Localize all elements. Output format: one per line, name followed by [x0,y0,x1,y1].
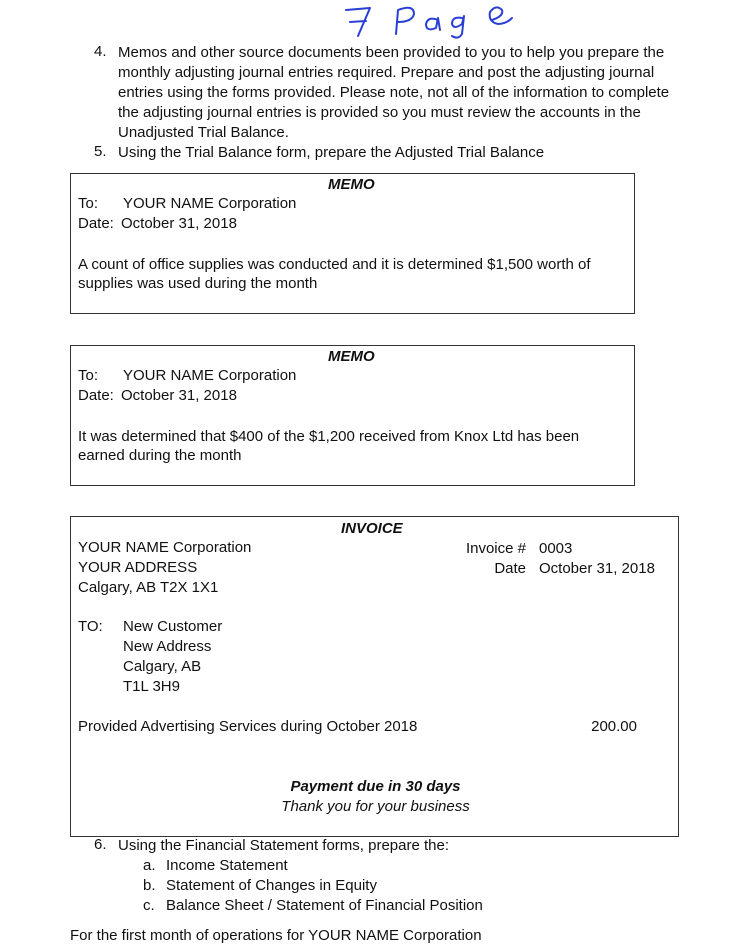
item-6a-text: Income Statement [166,857,288,874]
handwriting-drawing [340,0,530,40]
memo-body-line-2: earned during the month [78,447,242,464]
memo-to-value: YOUR NAME Corporation [123,195,297,212]
item-4-line-1: Memos and other source documents been provided to you to help you prepare the [118,44,665,61]
item-6a-letter: a. [143,857,156,874]
memo-box-supplies [70,173,635,314]
invoice-title: INVOICE [341,520,403,537]
invoice-to-line-3: Calgary, AB [123,658,202,675]
memo-date-value: October 31, 2018 [121,215,237,232]
invoice-amount: 200.00 [591,718,637,735]
item-6c-letter: c. [143,897,155,914]
invoice-from-line-3: Calgary, AB T2X 1X1 [78,579,219,596]
item-6-text: Using the Financial Statement forms, prepare the: [118,837,449,854]
memo-date-value: October 31, 2018 [121,387,237,404]
memo-date-label: Date: [78,215,114,232]
item-4-number: 4. [94,43,107,60]
item-5-number: 5. [94,143,107,160]
invoice-from-line-1: YOUR NAME Corporation [78,539,252,556]
memo-to-label: To: [78,195,99,212]
memo-body-line-2: supplies was used during the month [78,275,318,292]
invoice-payment-terms: Payment due in 30 days [290,778,461,795]
item-6c-text: Balance Sheet / Statement of Financial Position [166,897,483,914]
item-4-line-2: monthly adjusting journal entries required. Prepare and post the adjusting journal [118,64,655,81]
memo-body-line-1: A count of office supplies was conducted and it is determined $1,500 worth of [78,256,591,273]
invoice-to-line-2: New Address [123,638,212,655]
memo-to-label: To: [78,367,99,384]
invoice-to-line-4: T1L 3H9 [123,678,180,695]
invoice-box [70,516,679,837]
item-4-line-5: Unadjusted Trial Balance. [118,124,289,141]
item-4-line-3: entries using the forms provided. Please note, not all of the information to complete [118,84,670,101]
invoice-date-label: Date [494,560,526,577]
closing-text: For the first month of operations for YOUR NAME Corporation [70,927,482,944]
invoice-from-line-2: YOUR ADDRESS [78,559,198,576]
item-6b-text: Statement of Changes in Equity [166,877,377,894]
memo-title: MEMO [328,348,375,365]
item-4-line-4: the adjusting journal entries is provided so you must review the accounts in the [118,104,641,121]
item-5-text: Using the Trial Balance form, prepare the Adjusted Trial Balance [118,144,545,161]
invoice-number-value: 0003 [539,540,573,557]
invoice-number-label: Invoice # [465,540,526,557]
invoice-to-line-1: New Customer [123,618,223,635]
memo-box-knox [70,345,635,486]
invoice-service-description: Provided Advertising Services during October 2018 [78,718,418,735]
invoice-to-label: TO: [78,618,103,635]
memo-date-label: Date: [78,387,114,404]
invoice-date-value: October 31, 2018 [539,560,655,577]
memo-to-value: YOUR NAME Corporation [123,367,297,384]
invoice-thanks: Thank you for your business [281,798,470,815]
memo-title: MEMO [328,176,375,193]
memo-body-line-1: It was determined that $400 of the $1,200 received from Knox Ltd has been [78,428,580,445]
handwritten-page-note [340,0,530,40]
item-6b-letter: b. [143,877,156,894]
item-6-number: 6. [94,836,107,853]
